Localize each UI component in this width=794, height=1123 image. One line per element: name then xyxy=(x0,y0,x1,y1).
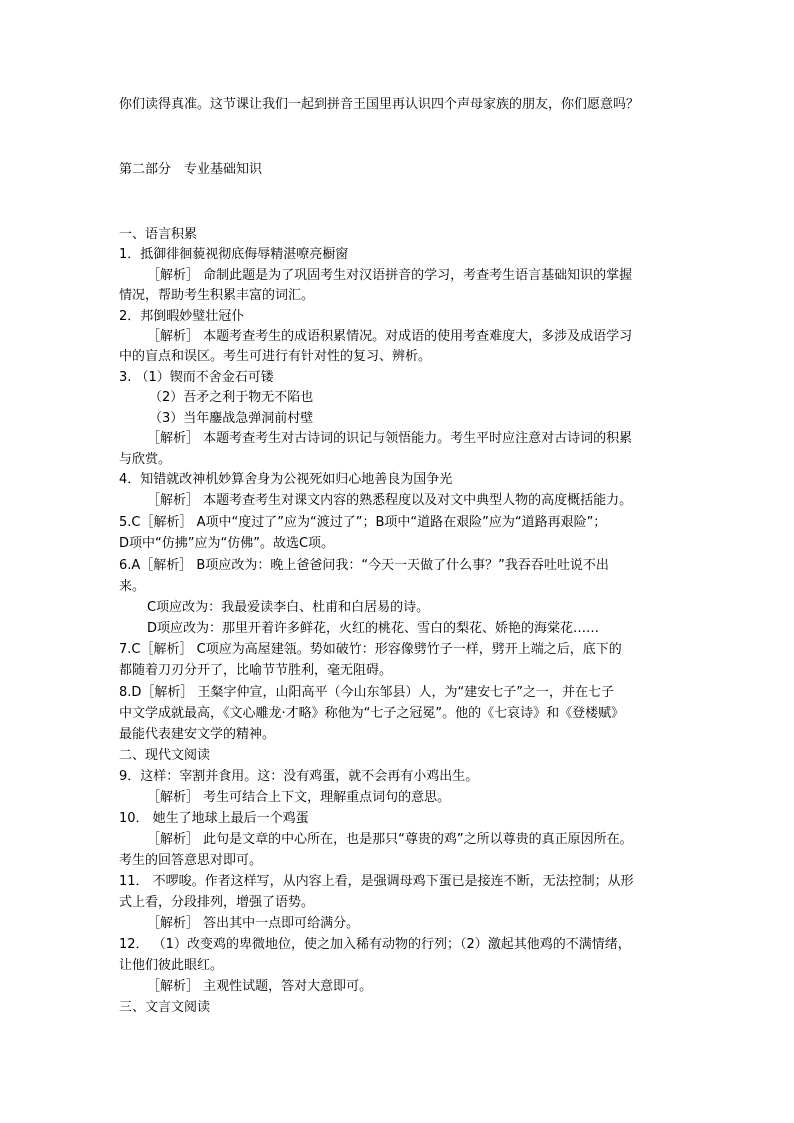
intro-paragraph: 你们读得真准。这节课让我们一起到拼音王国里再认识四个声母家族的朋友，你们愿意吗？ xyxy=(119,97,640,112)
section-heading: 二、现代文阅读 xyxy=(119,748,211,763)
analysis-line: ［解析］ 本题考查考生的成语积累情况。对成语的使用考查难度大，多涉及成语学习 xyxy=(147,329,633,344)
answer-line: 4．知错就改神机妙算舍身为公视死如归心地善良为国争光 xyxy=(119,472,453,487)
answer-line: 中文学成就最高，《文心雕龙·才略》称他为“七子之冠冕”。他的《七哀诗》和《登楼赋》 xyxy=(119,706,625,721)
answer-line: 10． 她生了地球上最后一个鸡蛋 xyxy=(119,811,309,826)
section-heading: 三、文言文阅读 xyxy=(119,1000,211,1015)
answer-line: 8.D［解析］ 王粲字仲宣，山阳高平（今山东邹县）人，为“建安七子”之一，并在七子 xyxy=(119,685,615,700)
analysis-line: 考生的回答意思对即可。 xyxy=(119,853,263,868)
analysis-line: ［解析］ 答出其中一点即可给满分。 xyxy=(147,916,360,931)
analysis-line: 中的盲点和误区。考生可进行有针对性的复习、辨析。 xyxy=(119,349,432,364)
answer-line: 5.C［解析］ A项中“度过了”应为“渡过了”；B项中“道路在艰险”应为“道路再艰险”； xyxy=(119,515,607,530)
answer-line: 都随着刀刃分开了，比喻节节胜利，毫无阻碍。 xyxy=(119,663,393,678)
answer-line: C项应改为：我最爱读李白、杜甫和白居易的诗。 xyxy=(147,600,430,615)
answer-line: 1．抵御徘徊藐视彻底侮辱精湛嘹亮橱窗 xyxy=(119,247,349,262)
answer-line: 式上看，分段排列，增强了语势。 xyxy=(119,895,315,910)
answer-line: 来。 xyxy=(119,579,146,594)
answer-line: 11． 不啰唆。作者这样写，从内容上看，是强调母鸡下蛋已是接连不断，无法控制；从形 xyxy=(119,874,634,889)
analysis-line: ［解析］ 本题考查考生对古诗词的识记与领悟能力。考生平时应注意对古诗词的积累 xyxy=(147,431,633,446)
answer-line: 6.A［解析］ B项应改为：晚上爸爸问我：“今天一天做了什么事？”我吞吞吐吐说不出 xyxy=(119,558,609,573)
answer-line: （2）吾矛之利于物无不陷也 xyxy=(149,390,314,405)
answer-line: 最能代表建安文学的精神。 xyxy=(119,727,276,742)
answer-line: 3. （1）锲而不舍金石可镂 xyxy=(119,370,274,385)
analysis-line: ［解析］ 命制此题是为了巩固考生对汉语拼音的学习，考查考生语言基础知识的掌握 xyxy=(147,268,633,283)
answer-line: 12． （1）改变鸡的卑微地位，使之加入稀有动物的行列；（2）激起其他鸡的不满情绪， xyxy=(119,937,631,952)
answer-line: D项中“仿拂”应为“仿佛”。故选C项。 xyxy=(119,536,335,551)
answer-line: D项应改为：那里开着许多鲜花，火红的桃花、雪白的梨花、娇艳的海棠花…… xyxy=(147,621,600,636)
analysis-line: ［解析］ 本题考查考生对课文内容的熟悉程度以及对文中典型人物的高度概括能力。 xyxy=(147,493,633,508)
analysis-line: 与欣赏。 xyxy=(119,452,172,467)
answer-line: 2．邦倒暇妙璧壮冠仆 xyxy=(119,309,245,324)
section-heading: 一、语言积累 xyxy=(119,227,198,242)
part-title: 第二部分 专业基础知识 xyxy=(119,162,263,177)
analysis-line: 情况，帮助考生积累丰富的词汇。 xyxy=(119,288,315,303)
answer-line: （3）当年鏖战急弹洞前村壁 xyxy=(149,411,314,426)
analysis-line: ［解析］ 此句是文章的中心所在，也是那只“尊贵的鸡”之所以尊贵的真正原因所在。 xyxy=(147,832,633,847)
analysis-line: ［解析］ 考生可结合上下文，理解重点词句的意思。 xyxy=(147,790,451,805)
answer-line: 7.C［解析］ C项应为高屋建瓴。势如破竹：形容像劈竹子一样，劈开上端之后，底下的 xyxy=(119,642,622,657)
analysis-line: ［解析］ 主观性试题，答对大意即可。 xyxy=(147,979,373,994)
answer-line: 让他们彼此眼红。 xyxy=(119,958,224,973)
answer-line: 9．这样：宰割并食用。这：没有鸡蛋，就不会再有小鸡出生。 xyxy=(119,769,479,784)
